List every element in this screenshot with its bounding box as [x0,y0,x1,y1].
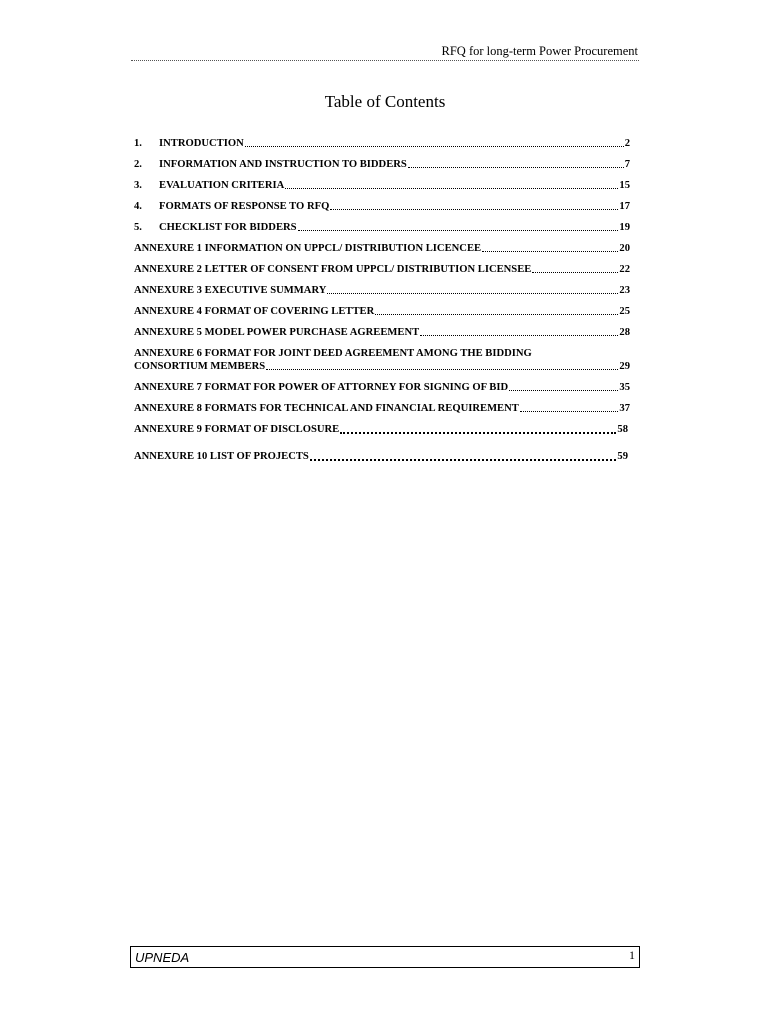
toc-entry-label: ANNEXURE 4 FORMAT OF COVERING LETTER [134,306,375,317]
toc-entry-evaluation-criteria[interactable] [134,179,630,192]
toc-entry-page: 59 [617,451,628,462]
toc-entry-label: ANNEXURE 8 FORMATS FOR TECHNICAL AND FINANCIAL REQUIREMENT [134,403,519,414]
toc-entry-page: 2 [624,138,630,149]
toc-entry-page: 20 [619,243,630,254]
toc-entry-label: ANNEXURE 3 EXECUTIVE SUMMARY [134,285,327,296]
toc-entry-annexure-7[interactable] [134,381,630,394]
toc-entry-annexure-10[interactable] [134,450,630,463]
toc-entry-label: ANNEXURE 9 FORMAT OF DISCLOSURE [134,424,340,435]
toc-entry-number: 3. [134,180,142,191]
toc-leader [340,432,616,434]
toc-entry-label: INTRODUCTION [159,138,244,149]
toc-entry-page: 22 [619,264,630,275]
toc-leader [520,411,619,412]
toc-entry-introduction[interactable] [134,137,630,150]
toc-entry-label: ANNEXURE 2 LETTER OF CONSENT FROM UPPCL/ DISTRIBUTION LICENSEE [134,264,532,275]
toc-title: Table of Contents [324,92,446,111]
toc-entry-annexure-9[interactable] [134,423,630,436]
toc-entry-number: 1. [134,138,142,149]
toc-leader [298,230,619,231]
toc-leader [245,146,624,147]
toc-entry-label: ANNEXURE 10 LIST OF PROJECTS [134,451,309,462]
toc-leader [532,272,618,273]
toc-entry-label: ANNEXURE 5 MODEL POWER PURCHASE AGREEMENT [134,327,420,338]
toc-leader [285,188,618,189]
toc-entry-annexure-5[interactable] [134,326,630,339]
toc-leader [310,459,617,461]
toc-entry-annexure-8[interactable] [134,402,630,415]
header-divider [131,60,639,61]
toc-leader [482,251,618,252]
toc-entry-label: ANNEXURE 1 INFORMATION ON UPPCL/ DISTRIBUTION LICENCEE [134,243,482,254]
toc-entry-page: 17 [619,201,630,212]
toc-leader [330,209,618,210]
toc-entry-page: 25 [619,306,630,317]
toc-entry-label: ANNEXURE 7 FORMAT FOR POWER OF ATTORNEY FOR SIGNING OF BID [134,382,509,393]
toc-entry-number: 2. [134,159,142,170]
toc-entry-label: INFORMATION AND INSTRUCTION TO BIDDERS [159,159,407,170]
footer-page-number: 1 [629,948,635,962]
toc-entry-annexure-6[interactable] [134,347,630,373]
toc-entry-label: EVALUATION CRITERIA [159,180,285,191]
toc-entry-page: 7 [624,159,630,170]
toc-entry-label: FORMATS OF RESPONSE TO RFQ [159,201,330,212]
toc-leader [266,369,618,370]
toc-entry-page: 23 [619,285,630,296]
toc-entry-page: 29 [619,361,630,372]
toc-entry-formats-of-response[interactable] [134,200,630,213]
toc-entry-page: 19 [619,222,630,233]
toc-entry-label-line1: ANNEXURE 6 FORMAT FOR JOINT DEED AGREEMENT AMONG THE BIDDING [134,348,532,359]
toc-entry-page: 37 [619,403,630,414]
toc-leader [420,335,618,336]
toc-entry-page: 58 [617,424,628,435]
toc-entry-label-line2: CONSORTIUM MEMBERS [134,361,266,372]
toc-leader [375,314,618,315]
toc-entry-annexure-3[interactable] [134,284,630,297]
toc-entry-number: 5. [134,222,142,233]
toc-entry-page: 35 [619,382,630,393]
toc-entry-annexure-4[interactable] [134,305,630,318]
toc-entry-annexure-2[interactable] [134,263,630,276]
header-title: RFQ for long-term Power Procurement [441,44,638,58]
toc-entry-number: 4. [134,201,142,212]
toc-leader [327,293,618,294]
toc-entry-page: 28 [619,327,630,338]
toc-entry-checklist[interactable] [134,221,630,234]
toc-leader [408,167,624,168]
toc-entry-label: CHECKLIST FOR BIDDERS [159,222,297,233]
toc-entry-page: 15 [619,180,630,191]
toc-entry-annexure-1[interactable] [134,242,630,255]
toc-entry-information-instruction[interactable] [134,158,630,171]
table-of-contents [134,137,630,463]
footer [130,946,640,968]
toc-leader [509,390,618,391]
footer-org: UPNEDA [135,950,190,965]
